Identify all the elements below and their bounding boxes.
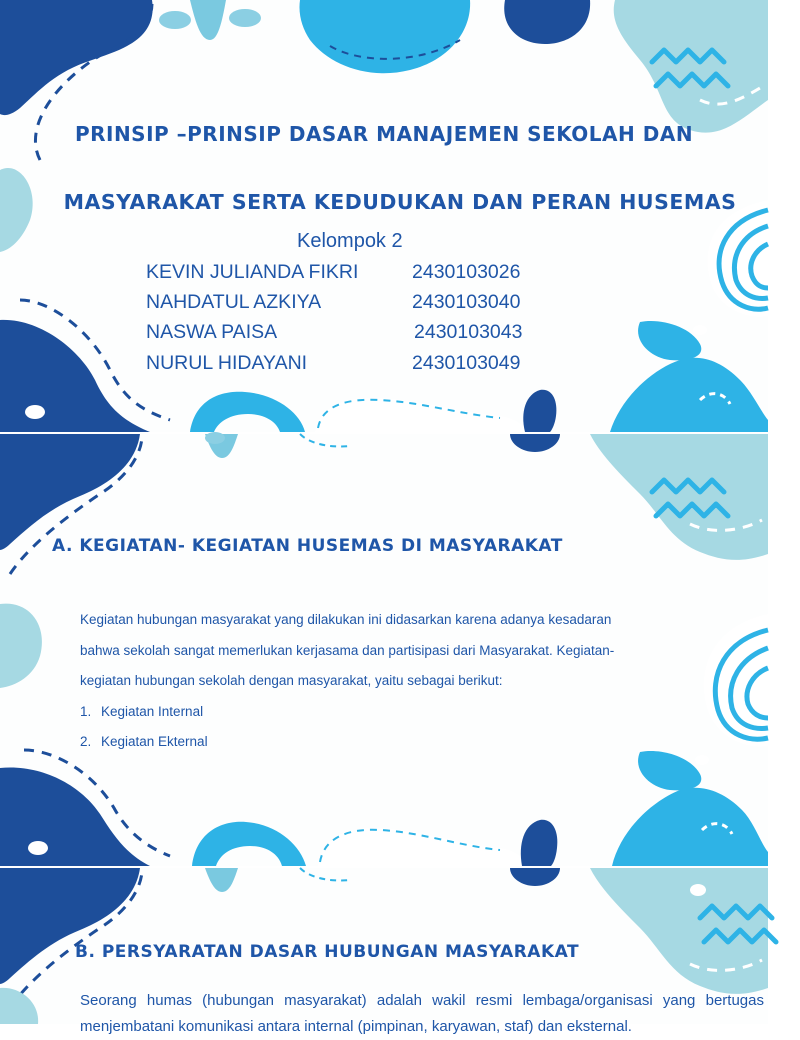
list-number: 1. (80, 704, 92, 719)
list-item (80, 697, 208, 727)
member-row (146, 261, 566, 287)
member-row (146, 321, 566, 347)
paragraph-line: Kegiatan hubungan masyarakat yang dilakukan ini didasarkan karena adanya kesadaran (80, 612, 612, 627)
list-text: Kegiatan Ekternal (101, 734, 208, 749)
list-item (80, 727, 208, 757)
list-text: Kegiatan Internal (101, 704, 204, 719)
member-name: NASWA PAISA (146, 321, 278, 343)
member-name: NURUL HIDAYANI (146, 352, 308, 374)
persyaratan-paragraph: Seorang humas (hubungan masyarakat) adalah wakil resmi lembaga/organisasi yang bertugas menjembatani komunikasi antara internal (pimpinan, karyawan, staf) dan eksternal. (80, 992, 764, 1035)
member-name: NAHDATUL AZKIYA (146, 291, 322, 313)
kegiatan-paragraph (80, 605, 720, 697)
member-name: KEVIN JULIANDA FIKRI (146, 261, 359, 283)
member-id: 2430103040 (412, 291, 521, 313)
slide-title (0, 0, 768, 432)
title-line-2: MASYARAKAT SERTA KEDUDUKAN DAN PERAN HUSEMAS (63, 190, 737, 214)
section-heading-a: A. KEGIATAN- KEGIATAN HUSEMAS DI MASYARAKAT (52, 536, 563, 556)
kegiatan-list (80, 697, 208, 757)
title-line-1: PRINSIP –PRINSIP DASAR MANAJEMEN SEKOLAH DAN (74, 122, 694, 146)
member-id: 2430103026 (412, 261, 521, 283)
member-id: 2430103043 (414, 321, 523, 343)
member-row (146, 352, 566, 378)
member-row (146, 291, 566, 317)
paragraph-line: kegiatan hubungan sekolah dengan masyarakat, yaitu sebagai berikut: (80, 673, 503, 688)
section-heading-b: B. PERSYARATAN DASAR HUBUNGAN MASYARAKAT (75, 942, 580, 962)
group-label: Kelompok 2 (297, 230, 403, 252)
list-number: 2. (80, 734, 92, 749)
member-id: 2430103049 (412, 352, 521, 374)
paragraph-line: bahwa sekolah sangat memerlukan kerjasama dan partisipasi dari Masyarakat. Kegiatan- (80, 642, 615, 658)
